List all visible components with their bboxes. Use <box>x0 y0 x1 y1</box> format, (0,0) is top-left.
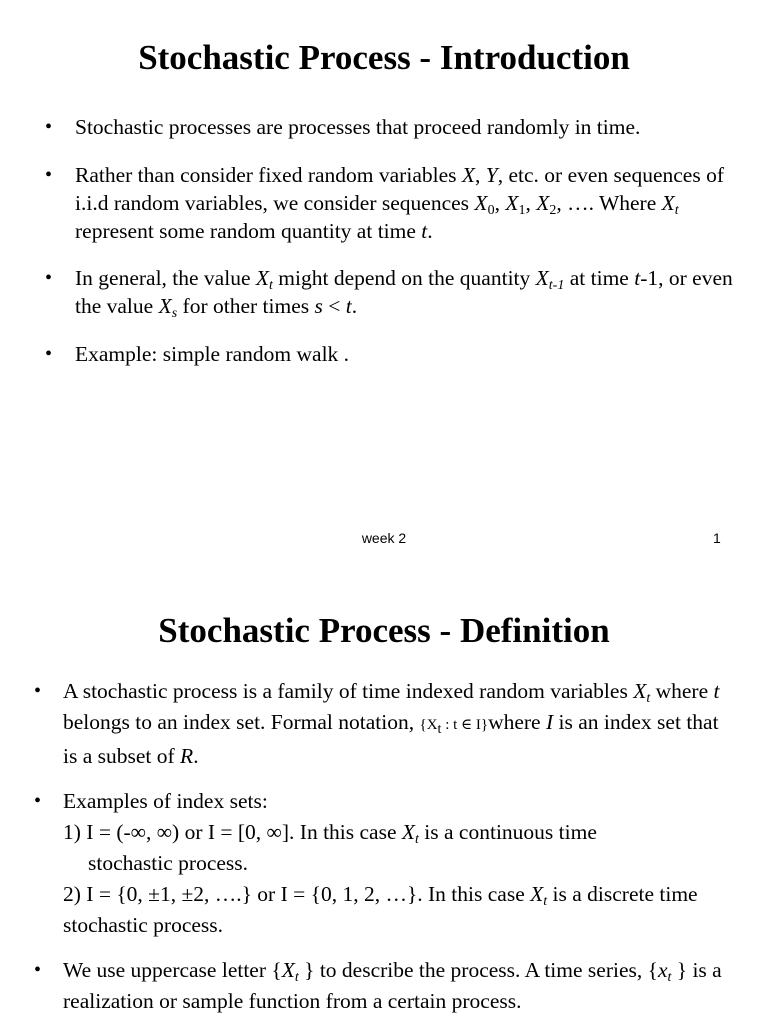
slide-definition <box>0 560 768 1024</box>
bullet-icon: • <box>45 267 53 289</box>
example-2: 2) I = {0, ±1, ±2, ….} or I = {0, 1, 2, …}. In this case $X_t$ is a discrete time stochastic process. <box>63 882 698 937</box>
slide1-title: Stochastic Process - Introduction <box>138 38 630 77</box>
bullet-text: We use uppercase letter {$X_t$ } to describe the process. A time series, {$x_t$ } is a realization or sample function from a certain process. <box>63 958 722 1013</box>
bullet-text: Rather than consider fixed random variables X, Y, etc. or even sequences of i.i.d random variables, we consider sequences $X_0$, $X_1$, $X_2$, …. Where $X_t$ represent some random quantity at time t. <box>75 163 724 243</box>
example-1-continued: stochastic process. <box>88 851 249 875</box>
slide1-bullet-1 <box>45 113 735 141</box>
slide1-bullet-list <box>45 113 735 368</box>
bullet-text: In general, the value $X_t$ might depend on the quantity $X_{t-1}$ at time t-1, or even the value $X_s$ for other times s < t. <box>75 266 733 321</box>
bullet-icon: • <box>34 680 42 702</box>
slide1-bullet-3 <box>45 264 735 321</box>
slide2-title: Stochastic Process - Definition <box>158 611 610 650</box>
set-notation: {$X_t$ : t ∈ I} <box>419 717 489 737</box>
bullet-icon: • <box>45 343 53 365</box>
bullet-intro: Examples of index sets: <box>63 789 268 813</box>
slide1-bullet-4 <box>45 340 735 368</box>
bullet-icon: • <box>45 164 53 186</box>
bullet-text: A stochastic process is a family of time indexed random variables $X_t$ where t belongs to an index set. Formal notation, {$X_t$ : t ∈ I}where I is an index set that is a subset of R. <box>63 679 720 768</box>
slide1-bullet-2 <box>45 161 735 245</box>
slide2-bullet-list <box>34 676 723 1017</box>
bullet-text: Example: simple random walk . <box>75 342 350 366</box>
slide2-bullet-2 <box>34 786 723 941</box>
page-number: 1 <box>713 530 721 546</box>
bullet-icon: • <box>45 116 53 138</box>
bullet-icon: • <box>34 790 42 812</box>
slide2-bullet-3 <box>34 955 723 1017</box>
bullet-icon: • <box>34 959 42 981</box>
bullet-text: Stochastic processes are processes that proceed randomly in time. <box>75 115 641 139</box>
example-1: 1) I = (-∞, ∞) or I = [0, ∞]. In this case $X_t$ is a continuous time <box>63 820 597 847</box>
slide2-bullet-1 <box>34 676 723 772</box>
footer-week-label: week 2 <box>361 530 407 546</box>
